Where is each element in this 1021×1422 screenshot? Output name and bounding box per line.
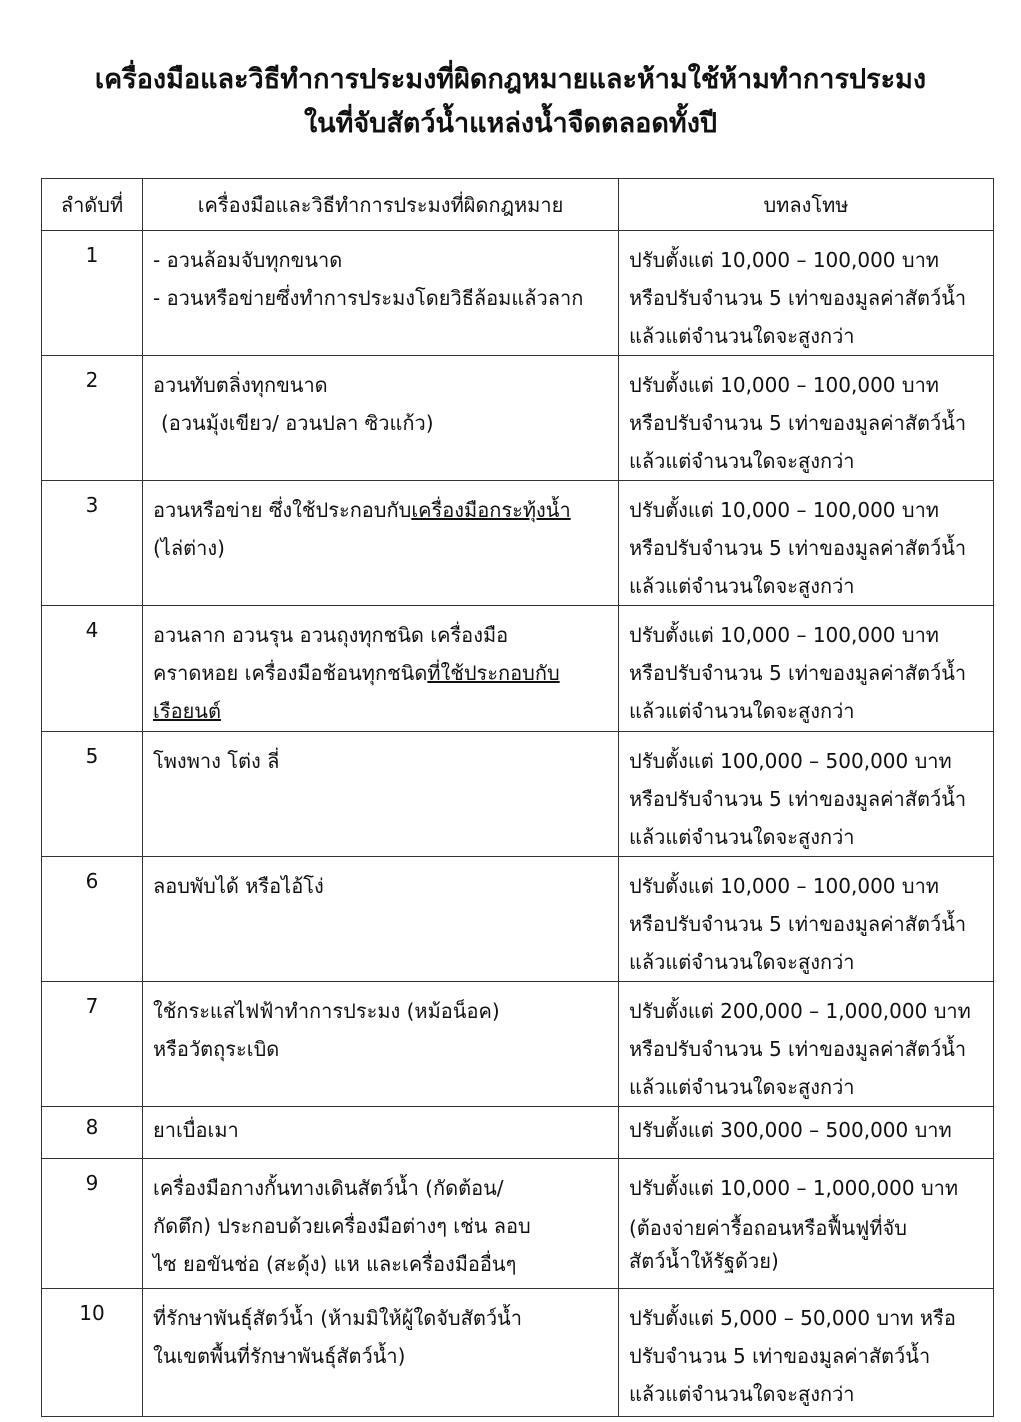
table-row: [42, 982, 994, 1107]
tool-line: ใช้กระแสไฟฟ้าทำการประมง (หม้อน็อค): [153, 999, 500, 1023]
title-line-1: เครื่องมือและวิธีทำการประมงที่ผิดกฎหมายและห้ามใช้ห้ามทำการประมง: [94, 64, 927, 95]
title-line-2: ในที่จับสัตว์น้ำแหล่งน้ำจืดตลอดทั้งปี: [303, 108, 718, 139]
row-penalty: [619, 1159, 994, 1289]
header-tool-method: เครื่องมือและวิธีทำการประมงที่ผิดกฎหมาย: [143, 179, 619, 231]
tool-line: ที่รักษาพันธุ์สัตว์น้ำ (ห้ามมิให้ผู้ใดจับสัตว์น้ำ: [153, 1306, 522, 1330]
penalty-line: ปรับตั้งแต่ 10,000 – 100,000 บาท: [629, 498, 939, 522]
tool-line: [153, 654, 614, 692]
tool-line: [153, 491, 614, 529]
tool-text: คราดหอย เครื่องมือช้อนทุกชนิด: [153, 661, 428, 685]
tool-text-underlined: เครื่องมือกระทุ้งน้ำ: [411, 498, 571, 522]
penalty-line: ปรับตั้งแต่ 10,000 – 100,000 บาท: [629, 248, 939, 272]
tool-line: ไซ ยอขันช่อ (สะดุ้ง) แห และเครื่องมืออื่นๆ: [153, 1252, 517, 1276]
header-order: ลำดับที่: [42, 179, 143, 231]
tool-text: อวนหรือข่าย ซึ่งใช้ประกอบกับ: [153, 498, 412, 522]
row-number: 3: [42, 481, 143, 606]
row-tool: [143, 982, 619, 1107]
row-penalty: [619, 231, 994, 356]
penalty-line: ปรับตั้งแต่ 10,000 – 100,000 บาท: [629, 874, 939, 898]
row-tool: [143, 1107, 619, 1159]
penalty-line: ปรับตั้งแต่ 300,000 – 500,000 บาท: [629, 1118, 952, 1142]
penalty-line: แล้วแต่จำนวนใดจะสูงกว่า: [629, 699, 855, 723]
tool-line: กัดตึก) ประกอบด้วยเครื่องมือต่างๆ เช่น ลอบ: [153, 1214, 531, 1238]
row-tool: [143, 481, 619, 606]
penalty-line: หรือปรับจำนวน 5 เท่าของมูลค่าสัตว์น้ำ: [629, 1037, 967, 1061]
penalty-line: (ต้องจ่ายค่ารื้อถอนหรือฟื้นฟูที่จับ: [629, 1216, 907, 1240]
penalty-table: [41, 178, 994, 1417]
row-penalty: [619, 1107, 994, 1159]
tool-line: เครื่องมือกางกั้นทางเดินสัตว์น้ำ (กัดต้อน/: [153, 1176, 504, 1200]
tool-line: (อวนมุ้งเขียว/ อวนปลา ซิวแก้ว): [161, 411, 434, 435]
tool-line: - อวนหรือข่ายซึ่งทำการประมงโดยวิธีล้อมแล้วลาก: [153, 286, 584, 310]
penalty-line: หรือปรับจำนวน 5 เท่าของมูลค่าสัตว์น้ำ: [629, 912, 967, 936]
tool-line: - อวนล้อมจับทุกขนาด: [153, 248, 343, 272]
row-penalty: [619, 732, 994, 857]
row-number: 2: [42, 356, 143, 481]
table-row: [42, 356, 994, 481]
table-row: [42, 732, 994, 857]
table-row: [42, 606, 994, 732]
table-row: [42, 1289, 994, 1417]
tool-line-underlined: เรือยนต์: [153, 699, 221, 723]
page-title: [0, 58, 1021, 146]
tool-line: หรือวัตถุระเบิด: [153, 1037, 280, 1061]
penalty-line: สัตว์น้ำให้รัฐด้วย): [629, 1249, 779, 1273]
row-number: 4: [42, 606, 143, 732]
table-row: [42, 857, 994, 982]
table-row: [42, 1159, 994, 1289]
table-row: [42, 231, 994, 356]
row-penalty: [619, 356, 994, 481]
row-number: 9: [42, 1159, 143, 1289]
tool-line: (ไล่ต่าง): [153, 536, 225, 560]
row-number: 1: [42, 231, 143, 356]
row-penalty: [619, 982, 994, 1107]
row-tool: [143, 356, 619, 481]
tool-line: ในเขตพื้นที่รักษาพันธุ์สัตว์น้ำ): [153, 1344, 406, 1368]
penalty-line: แล้วแต่จำนวนใดจะสูงกว่า: [629, 324, 855, 348]
row-penalty: [619, 606, 994, 732]
tool-line: โพงพาง โต่ง ลี่: [153, 749, 280, 773]
row-tool: [143, 732, 619, 857]
row-number: 6: [42, 857, 143, 982]
tool-line: อวนลาก อวนรุน อวนถุงทุกชนิด เครื่องมือ: [153, 623, 509, 647]
row-number: 10: [42, 1289, 143, 1417]
penalty-line: ปรับตั้งแต่ 100,000 – 500,000 บาท: [629, 749, 952, 773]
penalty-line: แล้วแต่จำนวนใดจะสูงกว่า: [629, 1075, 855, 1099]
row-number: 5: [42, 732, 143, 857]
penalty-line: ปรับตั้งแต่ 10,000 – 100,000 บาท: [629, 623, 939, 647]
penalty-line: หรือปรับจำนวน 5 เท่าของมูลค่าสัตว์น้ำ: [629, 536, 967, 560]
row-tool: [143, 231, 619, 356]
tool-line: อวนทับตลิ่งทุกขนาด: [153, 373, 328, 397]
row-tool: [143, 1289, 619, 1417]
penalty-line: ปรับตั้งแต่ 5,000 – 50,000 บาท หรือ: [629, 1306, 956, 1330]
penalty-line: ปรับจำนวน 5 เท่าของมูลค่าสัตว์น้ำ: [629, 1344, 931, 1368]
row-tool: [143, 1159, 619, 1289]
tool-text-underlined: ที่ใช้ประกอบกับ: [427, 661, 560, 685]
row-tool: [143, 857, 619, 982]
penalty-line: แล้วแต่จำนวนใดจะสูงกว่า: [629, 574, 855, 598]
row-penalty: [619, 481, 994, 606]
row-penalty: [619, 857, 994, 982]
penalty-line: หรือปรับจำนวน 5 เท่าของมูลค่าสัตว์น้ำ: [629, 286, 967, 310]
row-number: 7: [42, 982, 143, 1107]
table-row: [42, 481, 994, 606]
row-tool: [143, 606, 619, 732]
penalty-line: ปรับตั้งแต่ 10,000 – 100,000 บาท: [629, 373, 939, 397]
table-row: [42, 1107, 994, 1159]
penalty-line: แล้วแต่จำนวนใดจะสูงกว่า: [629, 1382, 855, 1406]
penalty-line: ปรับตั้งแต่ 10,000 – 1,000,000 บาท: [629, 1176, 959, 1200]
penalty-line: แล้วแต่จำนวนใดจะสูงกว่า: [629, 825, 855, 849]
penalty-line: หรือปรับจำนวน 5 เท่าของมูลค่าสัตว์น้ำ: [629, 787, 967, 811]
header-penalty: บทลงโทษ: [619, 179, 994, 231]
penalty-line: ปรับตั้งแต่ 200,000 – 1,000,000 บาท: [629, 999, 971, 1023]
penalty-line: แล้วแต่จำนวนใดจะสูงกว่า: [629, 950, 855, 974]
table-header-row: [42, 179, 994, 231]
penalty-line: แล้วแต่จำนวนใดจะสูงกว่า: [629, 449, 855, 473]
tool-line: ลอบพับได้ หรือไอ้โง่: [153, 874, 324, 898]
row-number: 8: [42, 1107, 143, 1159]
tool-line: ยาเบื่อเมา: [153, 1118, 239, 1142]
penalty-line: หรือปรับจำนวน 5 เท่าของมูลค่าสัตว์น้ำ: [629, 661, 967, 685]
row-penalty: [619, 1289, 994, 1417]
penalty-line: หรือปรับจำนวน 5 เท่าของมูลค่าสัตว์น้ำ: [629, 411, 967, 435]
